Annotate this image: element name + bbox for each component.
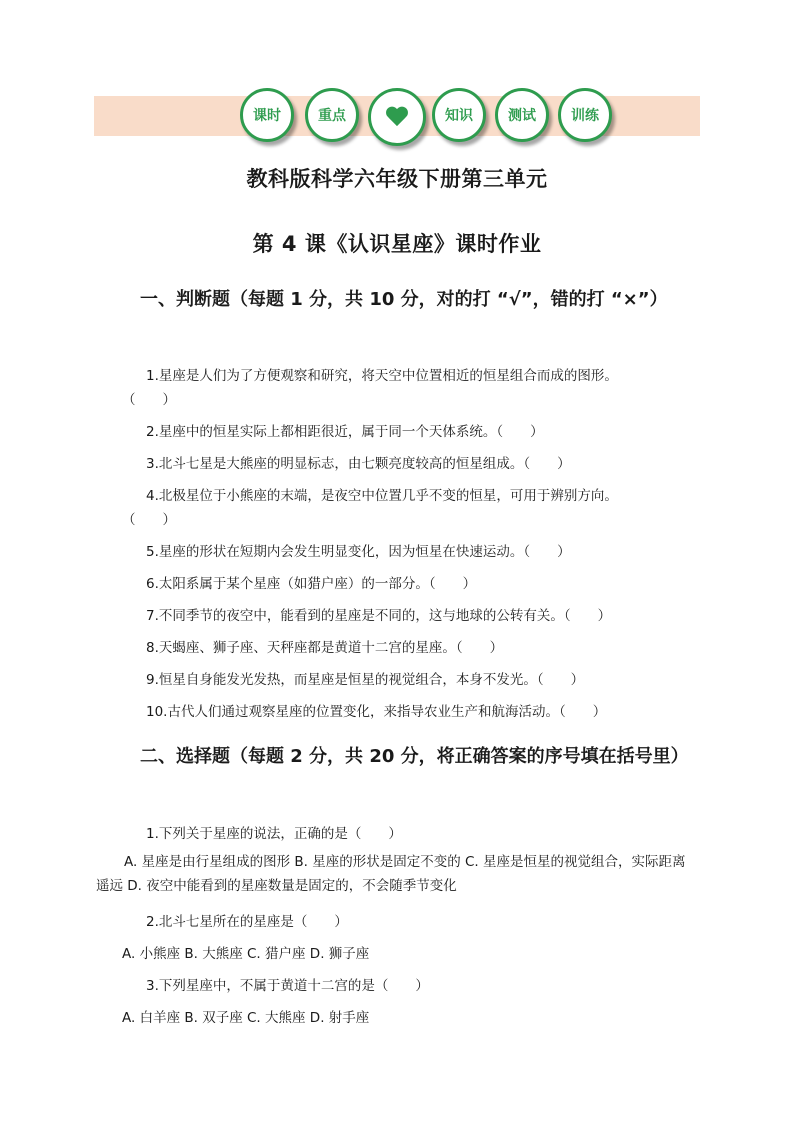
- s1-question-4: 4.北极星位于小熊座的末端，是夜空中位置几乎不变的恒星，可用于辨别方向。: [146, 488, 618, 504]
- badge-zhongdian: 重点: [305, 88, 359, 142]
- s2-question-1-options: A. 星座是由行星组成的图形 B. 星座的形状是固定不变的 C. 星座是恒星的视觉组合，实际距离遥远 D. 夜空中能看到的星座数量是固定的，不会随季节变化: [96, 854, 686, 894]
- badge-keshi: 课时: [240, 88, 294, 142]
- s2-question-1: 1.下列关于星座的说法，正确的是（ ）: [146, 826, 402, 842]
- page-subtitle: 第 4 课《认识星座》课时作业: [252, 232, 542, 256]
- s1-question-8: 8.天蝎座、狮子座、天秤座都是黄道十二宫的星座。（ ）: [146, 640, 504, 656]
- s1-question-7: 7.不同季节的夜空中，能看到的星座是不同的，这与地球的公转有关。（ ）: [146, 608, 612, 624]
- s1-question-5: 5.星座的形状在短期内会发生明显变化，因为恒星在快速运动。（ ）: [146, 544, 571, 560]
- badge-xunlian: 训练: [558, 88, 612, 142]
- s1-question-1-answer: （ ）: [122, 392, 176, 408]
- s2-question-3-options: A. 白羊座 B. 双子座 C. 大熊座 D. 射手座: [122, 1010, 370, 1026]
- s1-question-9: 9.恒星自身能发光发热，而星座是恒星的视觉组合，本身不发光。（ ）: [146, 672, 585, 688]
- s1-question-4-answer: （ ）: [122, 512, 176, 528]
- page-title: 教科版科学六年级下册第三单元: [246, 167, 548, 191]
- badge-zhishi: 知识: [432, 88, 486, 142]
- s1-question-10: 10.古代人们通过观察星座的位置变化，来指导农业生产和航海活动。（ ）: [146, 704, 607, 720]
- section2-heading: 二、选择题（每题 2 分，共 20 分，将正确答案的序号填在括号里）: [140, 746, 689, 767]
- section1-heading: 一、判断题（每题 1 分，共 10 分，对的打 “√”，错的打 “×”）: [140, 289, 668, 310]
- s1-question-3: 3.北斗七星是大熊座的明显标志，由七颗亮度较高的恒星组成。（ ）: [146, 456, 571, 472]
- s1-question-2: 2.星座中的恒星实际上都相距很近，属于同一个天体系统。（ ）: [146, 424, 544, 440]
- heart-badge: [368, 88, 426, 146]
- s2-question-3: 3.下列星座中，不属于黄道十二宫的是（ ）: [146, 978, 429, 994]
- heart-icon: [386, 107, 408, 127]
- s1-question-1: 1.星座是人们为了方便观察和研究，将天空中位置相近的恒星组合而成的图形。: [146, 368, 618, 384]
- s2-question-2-options: A. 小熊座 B. 大熊座 C. 猎户座 D. 狮子座: [122, 946, 370, 962]
- badge-ceshi: 测试: [495, 88, 549, 142]
- s2-question-2: 2.北斗七星所在的星座是（ ）: [146, 914, 348, 930]
- s1-question-6: 6.太阳系属于某个星座（如猎户座）的一部分。（ ）: [146, 576, 477, 592]
